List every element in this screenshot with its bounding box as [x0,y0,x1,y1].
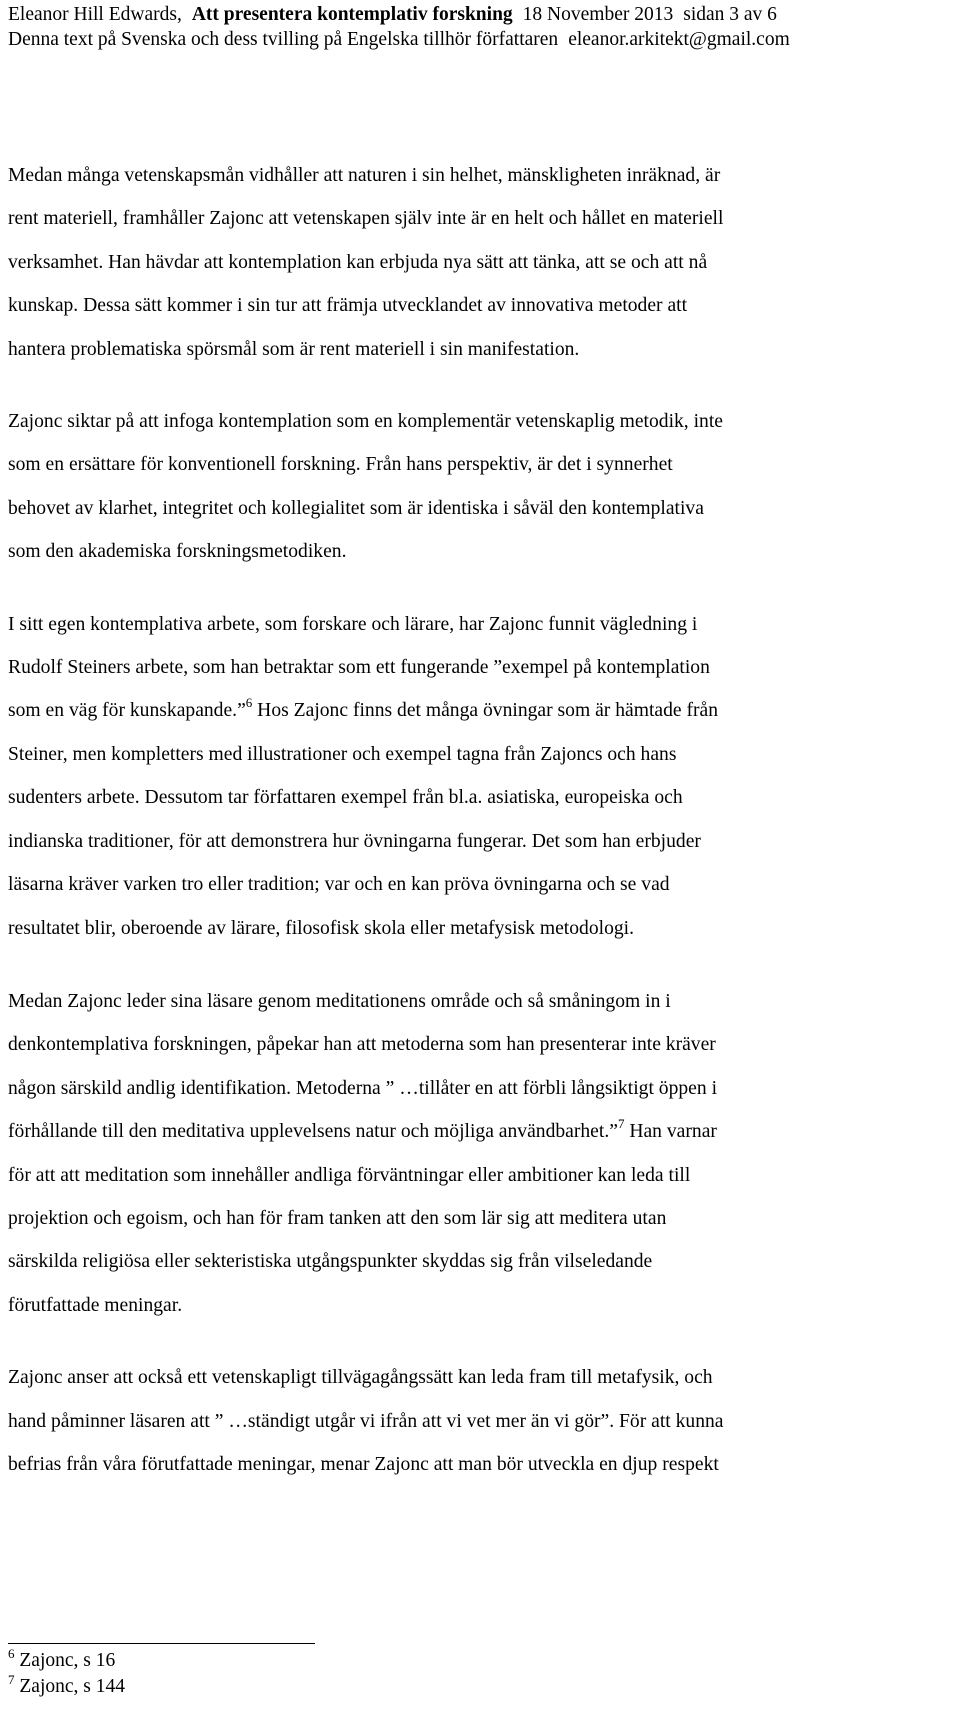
text-line: för att att meditation som innehåller andliga förväntningar eller ambitioner kan leda till [8,1164,691,1186]
text-line: läsarna kräver varken tro eller tradition; var och en kan pröva övningarna och se vad [8,874,670,896]
footnote-number: 7 [8,1671,15,1687]
text-line: hand påminner läsaren att ” …ständigt utgår vi ifrån att vi vet mer än vi gör”. För att kunna [8,1410,724,1432]
text-line: verksamhet. Han hävdar att kontemplation kan erbjuda nya sätt att tänka, att se och att nå [8,251,708,273]
text-line: som en ersättare för konventionell forskning. Från hans perspektiv, är det i synnerhet [8,454,673,476]
footnotes [8,1645,125,1700]
header-ownership-note: Denna text på Svenska och dess tvilling på Engelska tillhör författaren [8,29,559,50]
page-header [8,2,958,52]
header-line-1 [8,2,958,27]
text-line: Medan många vetenskapsmån vidhåller att naturen i sin helhet, mänskligheten inräknad, är [8,165,721,186]
paragraph-5 [8,1356,953,1486]
header-line-2 [8,27,958,52]
footnote-6 [8,1645,125,1674]
footnote-separator [8,1643,315,1644]
header-title: Att presentera kontemplativ forskning [191,4,513,25]
text-segment: Hos Zajonc finns det många övningar som är hämtade från [252,700,719,722]
text-line: Zajonc anser att också ett vetenskapligt tillvägagångssätt kan leda fram till metafysik, och [8,1367,713,1389]
header-author: Eleanor Hill Edwards, [8,4,182,25]
footnote-ref-7[interactable]: 7 [617,1115,625,1131]
footnote-number: 6 [8,1645,15,1661]
header-date: 18 November 2013 [522,4,674,25]
text-line: Steiner, men kompletters med illustrationer och exempel tagna från Zajoncs och hans [8,743,677,765]
header-page-number: sidan 3 av 6 [683,4,777,25]
text-segment: som en väg för kunskapande.” [8,700,246,722]
text-line: denkontemplativa forskningen, påpekar han att metoderna som han presenterar inte kräver [8,1034,716,1056]
text-line: kunskap. Dessa sätt kommer i sin tur att främja utvecklandet av innovativa metoder att [8,295,688,317]
text-line: någon särskild andlig identifikation. Metoderna ” …tillåter en att förbli långsiktigt öppen i [8,1077,718,1099]
text-line: I sitt egen kontemplativa arbete, som forskare och lärare, har Zajonc funnit vägledning i [8,613,698,635]
paragraph-4 [8,980,953,1327]
text-line [8,689,953,732]
header-email[interactable]: eleanor.arkitekt@gmail.com [568,29,790,50]
footnote-text: Zajonc, s 16 [14,1650,116,1671]
text-segment: Han varnar [624,1121,717,1143]
text-line: Rudolf Steiners arbete, som han betraktar som ett fungerande ”exempel på kontemplation [8,657,710,679]
text-line [8,1110,953,1153]
text-line: förutfattade meningar. [8,1294,183,1316]
text-line: resultatet blir, oberoende av lärare, filosofisk skola eller metafysisk metodologi. [8,917,635,939]
text-segment: förhållande till den meditativa upplevelsens natur och möjliga användbarhet.” [8,1121,618,1143]
text-line: behovet av klarhet, integritet och kollegialitet som är identiska i såväl den kontemplativa [8,497,704,519]
paragraph-1 [8,154,953,371]
text-line: projektion och egoism, och han för fram tanken att den som lär sig att meditera utan [8,1207,667,1229]
footnote-text: Zajonc, s 144 [14,1676,125,1697]
text-line: Medan Zajonc leder sina läsare genom meditationens område och så småningom in i [8,990,671,1012]
text-line: befrias från våra förutfattade meningar, menar Zajonc att man bör utveckla en djup respekt [8,1453,719,1475]
paragraph-2 [8,400,953,574]
footnote-7 [8,1671,125,1700]
text-line: hantera problematiska spörsmål som är rent materiell i sin manifestation. [8,338,580,360]
text-line: sudenters arbete. Dessutom tar författaren exempel från bl.a. asiatiska, europeiska och [8,787,683,809]
text-line: som den akademiska forskningsmetodiken. [8,541,347,563]
footnote-ref-6[interactable]: 6 [245,694,253,710]
text-line: Zajonc siktar på att infoga kontemplation som en komplementär vetenskaplig metodik, inte [8,411,723,433]
text-line: rent materiell, framhåller Zajonc att vetenskapen själv inte är en helt och hållet en materiell [8,208,724,230]
text-line: särskilda religiösa eller sekteristiska utgångspunkter skyddas sig från vilseledande [8,1251,653,1273]
document-body [8,154,953,1486]
text-line: indianska traditioner, för att demonstrera hur övningarna fungerar. Det som han erbjuder [8,830,701,852]
paragraph-3 [8,603,953,950]
